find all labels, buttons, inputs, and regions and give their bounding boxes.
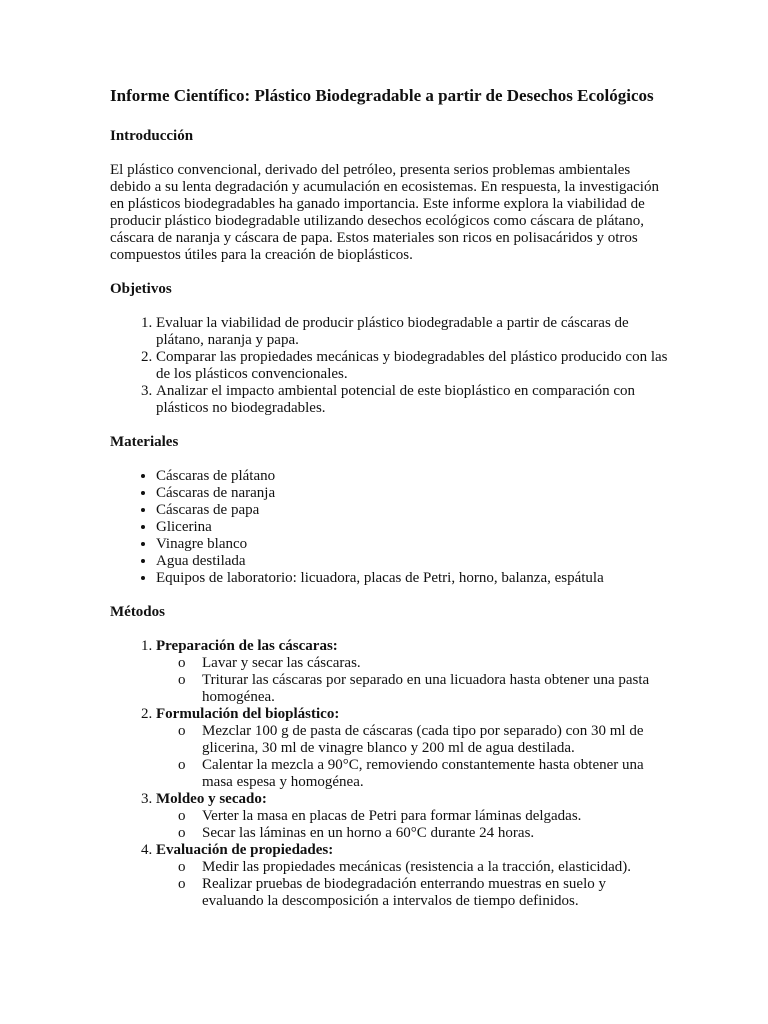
substep-text: Lavar y secar las cáscaras. (202, 655, 361, 671)
substep-marker: o (178, 672, 186, 688)
substep-text: Verter la masa en placas de Petri para formar láminas delgadas. (202, 808, 582, 824)
method-substep (178, 808, 668, 825)
methods-heading: Métodos (110, 604, 165, 620)
objective-item: 2. Comparar las propiedades mecánicas y biodegradables del plástico producido con las de los plásticos convencionales. (156, 349, 668, 383)
substep-text: Medir las propiedades mecánicas (resistencia a la tracción, elasticidad). (202, 859, 631, 875)
substep-marker: o (178, 825, 186, 841)
document-title: Informe Científico: Plástico Biodegradable a partir de Desechos Ecológicos (110, 86, 654, 105)
substep-text: Secar las láminas en un horno a 60°C durante 24 horas. (202, 825, 535, 841)
method-substep (178, 825, 668, 842)
method-step-title: Moldeo y secado: (156, 791, 267, 807)
substep-marker: o (178, 723, 186, 739)
substep-marker: o (178, 859, 186, 875)
material-item: • Equipos de laboratorio: licuadora, placas de Petri, horno, balanza, espátula (156, 570, 668, 587)
methods-list (110, 638, 668, 910)
material-item: • Cáscaras de papa (156, 502, 668, 519)
method-substep (178, 876, 668, 910)
method-step-title: Evaluación de propiedades: (156, 842, 334, 858)
method-substeps (156, 808, 668, 842)
material-item: • Vinagre blanco (156, 536, 668, 553)
objective-item: 1. Evaluar la viabilidad de producir plástico biodegradable a partir de cáscaras de plátano, naranja y papa. (156, 315, 668, 349)
method-step-title: Formulación del bioplástico: (156, 706, 340, 722)
material-item: • Agua destilada (156, 553, 668, 570)
method-substeps (156, 723, 668, 791)
substep-text: Calentar la mezcla a 90°C, removiendo constantemente hasta obtener una masa espesa y homogénea. (202, 757, 644, 790)
method-substeps (156, 655, 668, 706)
materials-heading: Materiales (110, 434, 179, 450)
objective-item: 3. Analizar el impacto ambiental potencial de este bioplástico en comparación con plásticos no biodegradables. (156, 383, 668, 417)
substep-text: Mezclar 100 g de pasta de cáscaras (cada tipo por separado) con 30 ml de glicerina, 30 ml de vinagre blanco y 200 ml de agua destilada. (202, 723, 644, 756)
method-substep (178, 859, 668, 876)
material-item: • Cáscaras de naranja (156, 485, 668, 502)
materials-list (110, 468, 668, 587)
substep-text: Triturar las cáscaras por separado en una licuadora hasta obtener una pasta homogénea. (202, 672, 650, 705)
intro-heading: Introducción (110, 128, 194, 144)
method-step (156, 842, 668, 910)
material-item: • Glicerina (156, 519, 668, 536)
method-step (156, 706, 668, 791)
method-substep (178, 723, 668, 757)
material-item: • Cáscaras de plátano (156, 468, 668, 485)
substep-marker: o (178, 655, 186, 671)
method-step-title: Preparación de las cáscaras: (156, 638, 338, 654)
substep-marker: o (178, 757, 186, 773)
method-substep (178, 655, 668, 672)
method-substeps (156, 859, 668, 910)
objectives-heading: Objetivos (110, 281, 172, 297)
method-step (156, 791, 668, 842)
method-substep (178, 672, 668, 706)
intro-paragraph: El plástico convencional, derivado del petróleo, presenta serios problemas ambientales debido a su lenta degradación y acumulación en ecosistemas. En respuesta, la investigación en plásticos biodegradables ha ganado importancia. Este informe explora la viabilidad de producir plástico biodegradable utilizando desechos ecológicos como cáscara de plátano, cáscara de naranja y cáscara de papa. Estos materiales son ricos en polisacáridos y otros compuestos útiles para la creación de bioplásticos. (110, 162, 659, 263)
objectives-list (110, 315, 668, 417)
substep-text: Realizar pruebas de biodegradación enterrando muestras en suelo y evaluando la descomposición a intervalos de tiempo definidos. (202, 876, 607, 909)
substep-marker: o (178, 808, 186, 824)
substep-marker: o (178, 876, 186, 892)
method-step (156, 638, 668, 706)
method-substep (178, 757, 668, 791)
